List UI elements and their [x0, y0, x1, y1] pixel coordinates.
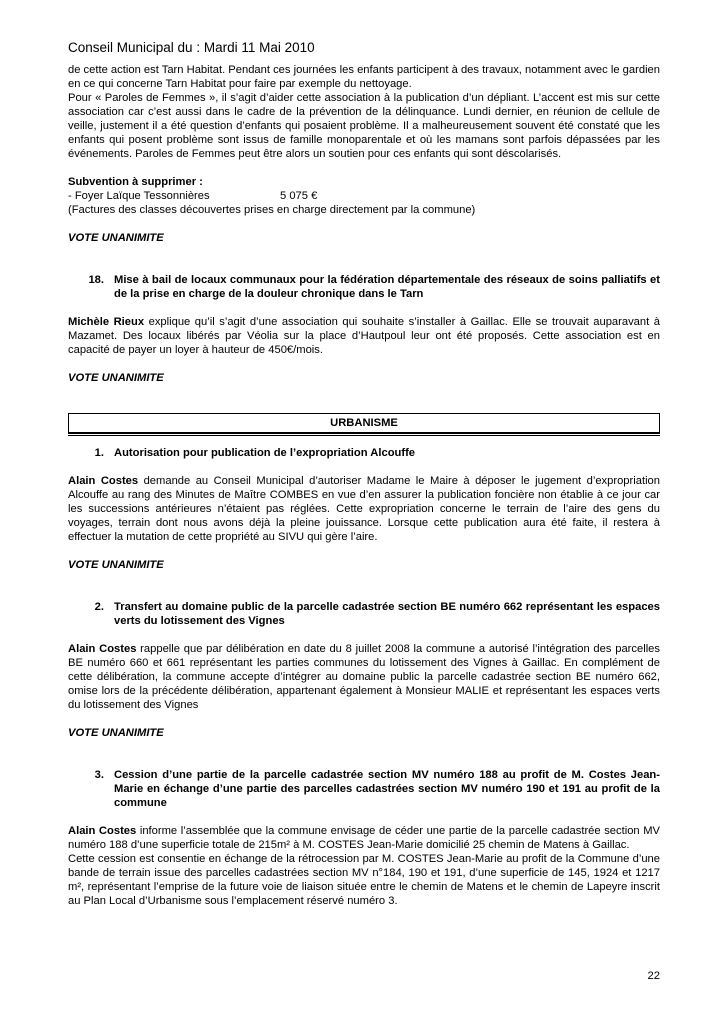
speaker-name: Alain Costes: [68, 643, 137, 655]
intro-paragraph-2: Pour « Paroles de Femmes », il s’agit d’aider cette association à la publication d’un dépliant. L’accent est mis sur cette association car c’est aussi dans le cadre de la prévention de la délinquance. Lundi dernier, en réunion de cellule de veille, justement il a été question d’enfants qui posaient problème. Il a malheureusement souvent été constaté que les enfants qui posent problème sont issus de famille monoparentale et où les mamans sont parfois dépassées par les événements. Paroles de Femmes peut être alors un soutien pour ces enfants qui sont déscolarisés.: [68, 92, 660, 160]
subvention-note: (Factures des classes découvertes prises en charge directement par la commune): [68, 204, 476, 216]
subvention-item: [68, 189, 660, 203]
subvention-item-label: - Foyer Laïque Tessonnières: [68, 190, 210, 202]
agenda-item-number: 2.: [94, 601, 104, 613]
agenda-item-text: informe l’assemblée que la commune envisage de céder une partie de la parcelle cadastrée section MV numéro 188 d’une superficie totale de 215m² à M. COSTES Jean-Marie domicilié 25 chemin de Matens à Gaillac.: [68, 825, 661, 851]
vote-result: VOTE UNANIMITE: [68, 727, 164, 739]
speaker-name: Michèle Rieux: [68, 316, 145, 328]
agenda-item-title: Autorisation pour publication de l’expropriation Alcouffe: [114, 447, 416, 459]
page-header: Conseil Municipal du : Mardi 11 Mai 2010: [68, 40, 315, 55]
agenda-item-text: rappelle que par délibération en date du 8 juillet 2008 la commune a autorisé l’intégration des parcelles BE numéro 660 et 661 représentant les parties communes du lotissement des Vignes à Gaillac. En complément de cette délibération, la commune accepte d’intégrer au domaine public la parcelle cadastrée section BE numéro 662, omise lors de la précédente délibération, appartenant également à Monsieur MALIE et représentant les espaces verts du lotissement des Vignes: [68, 643, 661, 711]
agenda-item-18-heading: [68, 273, 660, 301]
vote-result: VOTE UNANIMITE: [68, 232, 164, 244]
vote-result: VOTE UNANIMITE: [68, 559, 164, 571]
agenda-item-1-body: [68, 474, 660, 544]
agenda-item-title: Cession d’une partie de la parcelle cadastrée section MV numéro 188 au profit de M. Costes Jean-Marie en échange d’une partie des parcelles cadastrées section MV numéro 190 et 191 au profit de la commune: [114, 769, 660, 809]
vote-result: VOTE UNANIMITE: [68, 372, 164, 384]
section-title: URBANISME: [330, 417, 398, 429]
agenda-item-3-body-2: Cette cession est consentie en échange de la rétrocession par M. COSTES Jean-Marie au profit de la Commune d’une bande de terrain issue des parcelles cadastrées section MV n°184, 190 et 191, d’une superficie de 145, 1924 et 1217 m², représentant l’emprise de la future voie de liaison située entre le chemin de Matens et le chemin de Lapeyre inscrit au Plan Local d’Urbanisme sous l’emplacement réservé numéro 3.: [68, 853, 660, 907]
speaker-name: Alain Costes: [68, 825, 137, 837]
agenda-item-2-body: [68, 642, 660, 712]
subvention-item-amount: 5 075 €: [280, 190, 318, 202]
agenda-item-3-body: [68, 824, 660, 852]
document-page: [68, 40, 660, 908]
speaker-name: Alain Costes: [68, 475, 139, 487]
agenda-item-number: 3.: [94, 769, 104, 781]
agenda-item-text: explique qu’il s’agit d’une association qui souhaite s’installer à Gaillac. Elle se trouvait auparavant à Mazamet. Des locaux libérés par Véolia sur la place d’Hautpoul leur ont été proposés. Cette association est en capacité de payer un loyer à hauteur de 450€/mois.: [68, 316, 660, 356]
page-number: 22: [647, 970, 660, 982]
agenda-item-text: demande au Conseil Municipal d’autoriser Madame le Maire à déposer le jugement d’expropriation Alcouffe au rang des Minutes de Maître COMBES en vue d’en assurer la publication foncière non établie à ce jour car les successions antérieures n’étaient pas réglées. Cette expropriation concerne le terrain de l’aire des gens du voyages, terrain dont nous avons déjà la pleine jouissance. Lorsque cette publication aura été faite, il restera à effectuer la mutation de cette propriété au SIVU qui gère l’aire.: [68, 475, 661, 543]
agenda-item-18-body: [68, 315, 660, 357]
subvention-title: Subvention à supprimer :: [68, 176, 203, 188]
agenda-item-title: Mise à bail de locaux communaux pour la fédération départementale des réseaux de soins palliatifs et de la prise en charge de la douleur chronique dans le Tarn: [114, 274, 660, 300]
agenda-item-3-heading: [68, 768, 660, 810]
agenda-item-number: 1.: [94, 447, 104, 459]
intro-paragraph-1: de cette action est Tarn Habitat. Pendant ces journées les enfants participent à des travaux, notamment avec le gardien en ce qui concerne Tarn Habitat pour faire par exemple du nettoyage.: [68, 64, 660, 90]
agenda-item-number: 18.: [88, 274, 104, 286]
agenda-item-1-heading: [68, 446, 660, 460]
agenda-item-title: Transfert au domaine public de la parcelle cadastrée section BE numéro 662 représentant les espaces verts du lotissement des Vignes: [114, 601, 660, 627]
section-heading-urbanisme: [68, 413, 660, 433]
agenda-item-2-heading: [68, 600, 660, 628]
